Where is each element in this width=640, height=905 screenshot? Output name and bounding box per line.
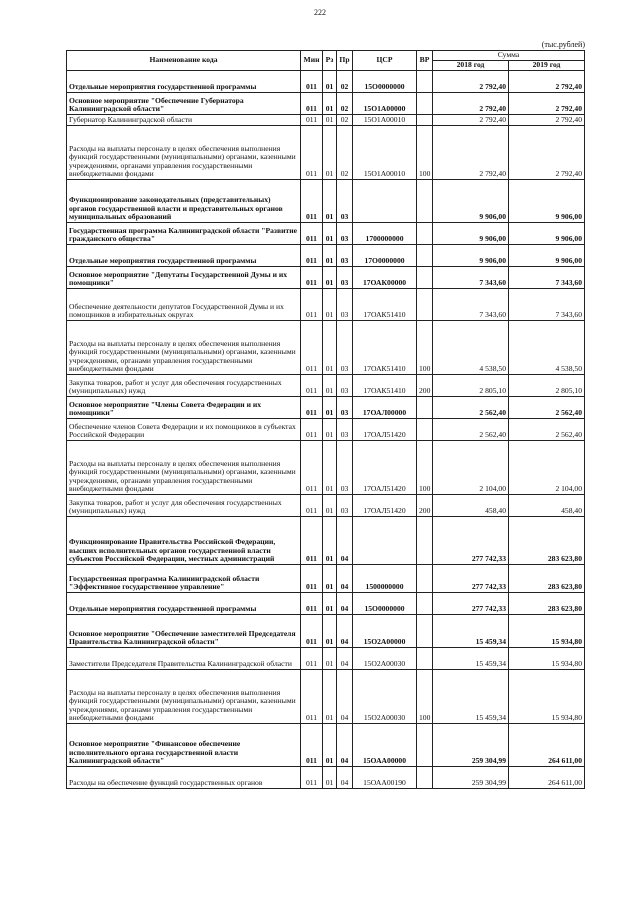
cell-pr: 04 [337, 615, 353, 648]
cell-min: 011 [301, 615, 323, 648]
cell-min: 011 [301, 767, 323, 789]
cell-name: Расходы на выплаты персоналу в целях обеспечения выполнения функций государственными (муниципальными) органами, казенными учреждениями, органами управления государственными внебюджетными фондами [67, 441, 301, 495]
table-row [67, 724, 585, 767]
cell-rz: 01 [323, 115, 337, 126]
cell-name: Расходы на выплаты персоналу в целях обеспечения выполнения функций государственными (муниципальными) органами, казенными учреждениями, органами управления государственными внебюджетными фондами [67, 670, 301, 724]
cell-vr [417, 267, 433, 289]
cell-vr [417, 419, 433, 441]
cell-pr: 03 [337, 495, 353, 517]
cell-name: Отдельные мероприятия государственной программы [67, 71, 301, 93]
cell-vr [417, 593, 433, 615]
cell-csr [353, 517, 417, 565]
table-body [67, 71, 585, 789]
cell-csr: 1500000000 [353, 565, 417, 593]
cell-min: 011 [301, 223, 323, 245]
cell-vr: 100 [417, 126, 433, 180]
cell-y2019: 264 611,00 [509, 767, 585, 789]
cell-csr: 17ОАК51410 [353, 289, 417, 321]
cell-y2018: 15 459,34 [433, 615, 509, 648]
cell-rz: 01 [323, 321, 337, 375]
cell-pr: 03 [337, 267, 353, 289]
cell-vr [417, 648, 433, 670]
cell-y2019: 15 934,80 [509, 615, 585, 648]
cell-vr: 100 [417, 441, 433, 495]
cell-name: Основное мероприятие "Депутаты Государственной Думы и их помощники" [67, 267, 301, 289]
cell-rz: 01 [323, 126, 337, 180]
cell-pr: 02 [337, 126, 353, 180]
cell-y2018: 2 792,40 [433, 93, 509, 115]
cell-name: Расходы на выплаты персоналу в целях обеспечения выполнения функций государственными (муниципальными) органами, казенными учреждениями, органами управления государственными внебюджетными фондами [67, 126, 301, 180]
cell-name: Основное мероприятие "Финансовое обеспечение исполнительного органа государственной власти Калининградской области" [67, 724, 301, 767]
cell-vr [417, 767, 433, 789]
cell-name: Отдельные мероприятия государственной программы [67, 245, 301, 267]
cell-name: Обеспечение деятельности депутатов Государственной Думы и их помощников в избирательных округах [67, 289, 301, 321]
cell-name: Отдельные мероприятия государственной программы [67, 593, 301, 615]
cell-y2018: 9 906,00 [433, 180, 509, 223]
table-row [67, 115, 585, 126]
cell-y2019: 2 562,40 [509, 419, 585, 441]
cell-name: Губернатор Калининградской области [67, 115, 301, 126]
cell-y2018: 4 538,50 [433, 321, 509, 375]
cell-y2018: 259 304,99 [433, 724, 509, 767]
cell-y2019: 2 792,40 [509, 115, 585, 126]
cell-rz: 01 [323, 289, 337, 321]
cell-y2018: 15 459,34 [433, 670, 509, 724]
table-row [67, 648, 585, 670]
cell-csr: 15О0000000 [353, 593, 417, 615]
cell-y2019: 283 623,80 [509, 565, 585, 593]
cell-vr [417, 724, 433, 767]
cell-vr [417, 115, 433, 126]
budget-table [66, 50, 585, 789]
cell-csr: 17О0000000 [353, 245, 417, 267]
cell-rz: 01 [323, 565, 337, 593]
cell-y2018: 277 742,33 [433, 565, 509, 593]
cell-y2018: 277 742,33 [433, 517, 509, 565]
table-row [67, 245, 585, 267]
cell-min: 011 [301, 245, 323, 267]
cell-vr: 100 [417, 321, 433, 375]
cell-y2019: 2 792,40 [509, 71, 585, 93]
cell-name: Заместители Председателя Правительства Калининградской области [67, 648, 301, 670]
cell-csr: 17ОАЛ51420 [353, 441, 417, 495]
cell-pr: 03 [337, 397, 353, 419]
cell-pr: 03 [337, 419, 353, 441]
cell-y2019: 15 934,80 [509, 670, 585, 724]
table-row [67, 441, 585, 495]
table-row [67, 267, 585, 289]
cell-pr: 03 [337, 245, 353, 267]
cell-min: 011 [301, 593, 323, 615]
cell-name: Основное мероприятие "Обеспечение заместителей Председателя Правительства Калининградской области" [67, 615, 301, 648]
header-2019: 2019 год [509, 61, 585, 71]
table-row [67, 180, 585, 223]
cell-pr: 04 [337, 565, 353, 593]
cell-min: 011 [301, 670, 323, 724]
table-row [67, 565, 585, 593]
cell-y2018: 2 104,00 [433, 441, 509, 495]
cell-name: Функционирование законодательных (представительных) органов государственной власти и представительных органов муниципальных образований [67, 180, 301, 223]
table-row [67, 375, 585, 397]
table-row [67, 93, 585, 115]
cell-pr: 02 [337, 71, 353, 93]
cell-min: 011 [301, 93, 323, 115]
cell-csr: 17ОАК51410 [353, 321, 417, 375]
cell-y2018: 2 805,10 [433, 375, 509, 397]
cell-y2019: 9 906,00 [509, 245, 585, 267]
cell-y2018: 2 792,40 [433, 126, 509, 180]
cell-min: 011 [301, 495, 323, 517]
table-row [67, 495, 585, 517]
cell-min: 011 [301, 289, 323, 321]
cell-vr [417, 180, 433, 223]
cell-vr [417, 565, 433, 593]
cell-rz: 01 [323, 267, 337, 289]
table-row [67, 71, 585, 93]
header-rz: Рз [323, 51, 337, 71]
cell-pr: 04 [337, 648, 353, 670]
cell-rz: 01 [323, 375, 337, 397]
cell-rz: 01 [323, 397, 337, 419]
cell-pr: 04 [337, 724, 353, 767]
cell-y2018: 7 343,60 [433, 267, 509, 289]
cell-vr [417, 615, 433, 648]
cell-y2019: 4 538,50 [509, 321, 585, 375]
cell-csr: 15О2А00030 [353, 648, 417, 670]
cell-csr: 15ОАА00000 [353, 724, 417, 767]
cell-rz: 01 [323, 223, 337, 245]
cell-pr: 04 [337, 517, 353, 565]
cell-pr: 02 [337, 115, 353, 126]
units-label: (тыс.рублей) [541, 40, 585, 49]
cell-rz: 01 [323, 593, 337, 615]
table-row [67, 397, 585, 419]
cell-pr: 04 [337, 670, 353, 724]
cell-vr: 100 [417, 670, 433, 724]
cell-y2019: 264 611,00 [509, 724, 585, 767]
header-2018: 2018 год [433, 61, 509, 71]
cell-csr: 15О1А00010 [353, 115, 417, 126]
cell-y2018: 259 304,99 [433, 767, 509, 789]
cell-min: 011 [301, 724, 323, 767]
cell-csr: 17ОАЛ51420 [353, 419, 417, 441]
cell-min: 011 [301, 648, 323, 670]
header-min: Мин [301, 51, 323, 71]
cell-csr: 1700000000 [353, 223, 417, 245]
cell-min: 011 [301, 419, 323, 441]
cell-rz: 01 [323, 245, 337, 267]
cell-y2018: 2 792,40 [433, 71, 509, 93]
cell-csr: 17ОАЛ00000 [353, 397, 417, 419]
cell-min: 011 [301, 375, 323, 397]
cell-pr: 03 [337, 441, 353, 495]
cell-csr: 15О2А00000 [353, 615, 417, 648]
cell-name: Государственная программа Калининградской области "Эффективное государственное управление" [67, 565, 301, 593]
header-csr: ЦСР [353, 51, 417, 71]
cell-rz: 01 [323, 724, 337, 767]
cell-min: 011 [301, 71, 323, 93]
cell-pr: 03 [337, 289, 353, 321]
cell-name: Обеспечение членов Совета Федерации и их помощников в субъектах Российской Федерации [67, 419, 301, 441]
cell-rz: 01 [323, 71, 337, 93]
cell-rz: 01 [323, 495, 337, 517]
cell-vr: 200 [417, 375, 433, 397]
cell-pr: 03 [337, 223, 353, 245]
cell-csr: 17ОАК51410 [353, 375, 417, 397]
cell-name: Расходы на обеспечение функций государственных органов [67, 767, 301, 789]
cell-name: Основное мероприятие "Члены Совета Федерации и их помощники" [67, 397, 301, 419]
cell-y2019: 7 343,60 [509, 289, 585, 321]
cell-min: 011 [301, 180, 323, 223]
cell-rz: 01 [323, 670, 337, 724]
cell-name: Государственная программа Калининградской области "Развитие гражданского общества" [67, 223, 301, 245]
cell-name: Расходы на выплаты персоналу в целях обеспечения выполнения функций государственными (муниципальными) органами, казенными учреждениями, органами управления государственными внебюджетными фондами [67, 321, 301, 375]
cell-csr: 15ОАА00190 [353, 767, 417, 789]
cell-pr: 03 [337, 321, 353, 375]
cell-rz: 01 [323, 648, 337, 670]
cell-y2019: 2 792,40 [509, 126, 585, 180]
cell-min: 011 [301, 441, 323, 495]
cell-pr: 03 [337, 180, 353, 223]
table-row [67, 223, 585, 245]
cell-csr [353, 180, 417, 223]
cell-y2018: 9 906,00 [433, 245, 509, 267]
cell-min: 011 [301, 115, 323, 126]
page-number: 222 [314, 8, 326, 17]
cell-y2018: 277 742,33 [433, 593, 509, 615]
cell-y2019: 15 934,80 [509, 648, 585, 670]
cell-y2019: 2 805,10 [509, 375, 585, 397]
table-row [67, 126, 585, 180]
cell-pr: 04 [337, 593, 353, 615]
cell-csr: 15О2А00030 [353, 670, 417, 724]
table-row [67, 517, 585, 565]
cell-y2018: 458,40 [433, 495, 509, 517]
cell-rz: 01 [323, 615, 337, 648]
cell-rz: 01 [323, 93, 337, 115]
header-sum: Сумма [433, 51, 585, 61]
cell-csr: 15О0000000 [353, 71, 417, 93]
cell-vr: 200 [417, 495, 433, 517]
cell-y2019: 2 562,40 [509, 397, 585, 419]
cell-rz: 01 [323, 767, 337, 789]
cell-vr [417, 517, 433, 565]
cell-y2018: 9 906,00 [433, 223, 509, 245]
cell-vr [417, 71, 433, 93]
cell-y2018: 15 459,34 [433, 648, 509, 670]
cell-y2019: 458,40 [509, 495, 585, 517]
cell-rz: 01 [323, 180, 337, 223]
cell-rz: 01 [323, 517, 337, 565]
cell-min: 011 [301, 126, 323, 180]
header-vr: ВР [417, 51, 433, 71]
cell-y2019: 283 623,80 [509, 593, 585, 615]
cell-y2019: 7 343,60 [509, 267, 585, 289]
cell-csr: 15О1А00010 [353, 126, 417, 180]
table-row [67, 767, 585, 789]
cell-vr [417, 289, 433, 321]
table-row [67, 670, 585, 724]
cell-name: Основное мероприятие "Обеспечение Губернатора Калининградской области" [67, 93, 301, 115]
cell-vr [417, 245, 433, 267]
cell-y2019: 9 906,00 [509, 180, 585, 223]
cell-pr: 04 [337, 767, 353, 789]
table-row [67, 289, 585, 321]
cell-rz: 01 [323, 441, 337, 495]
table-row [67, 593, 585, 615]
cell-vr [417, 93, 433, 115]
cell-rz: 01 [323, 419, 337, 441]
cell-csr: 15О1А00000 [353, 93, 417, 115]
cell-y2019: 9 906,00 [509, 223, 585, 245]
table-row [67, 321, 585, 375]
cell-name: Закупка товаров, работ и услуг для обеспечения государственных (муниципальных) нужд [67, 375, 301, 397]
header-name: Наименование кода [67, 51, 301, 71]
cell-name: Функционирование Правительства Российской Федерации, высших исполнительных органов государственной власти субъектов Российской Федерации, местных администраций [67, 517, 301, 565]
cell-min: 011 [301, 517, 323, 565]
cell-min: 011 [301, 565, 323, 593]
cell-y2019: 2 104,00 [509, 441, 585, 495]
cell-y2019: 283 623,80 [509, 517, 585, 565]
table-row [67, 419, 585, 441]
cell-y2018: 7 343,60 [433, 289, 509, 321]
cell-csr: 17ОАЛ51420 [353, 495, 417, 517]
cell-vr [417, 397, 433, 419]
cell-y2019: 2 792,40 [509, 93, 585, 115]
cell-y2018: 2 562,40 [433, 419, 509, 441]
cell-min: 011 [301, 397, 323, 419]
cell-csr: 17ОАК00000 [353, 267, 417, 289]
cell-vr [417, 223, 433, 245]
cell-pr: 02 [337, 93, 353, 115]
cell-y2018: 2 792,40 [433, 115, 509, 126]
cell-min: 011 [301, 321, 323, 375]
cell-y2018: 2 562,40 [433, 397, 509, 419]
cell-name: Закупка товаров, работ и услуг для обеспечения государственных (муниципальных) нужд [67, 495, 301, 517]
table-row [67, 615, 585, 648]
cell-min: 011 [301, 267, 323, 289]
header-pr: Пр [337, 51, 353, 71]
cell-pr: 03 [337, 375, 353, 397]
